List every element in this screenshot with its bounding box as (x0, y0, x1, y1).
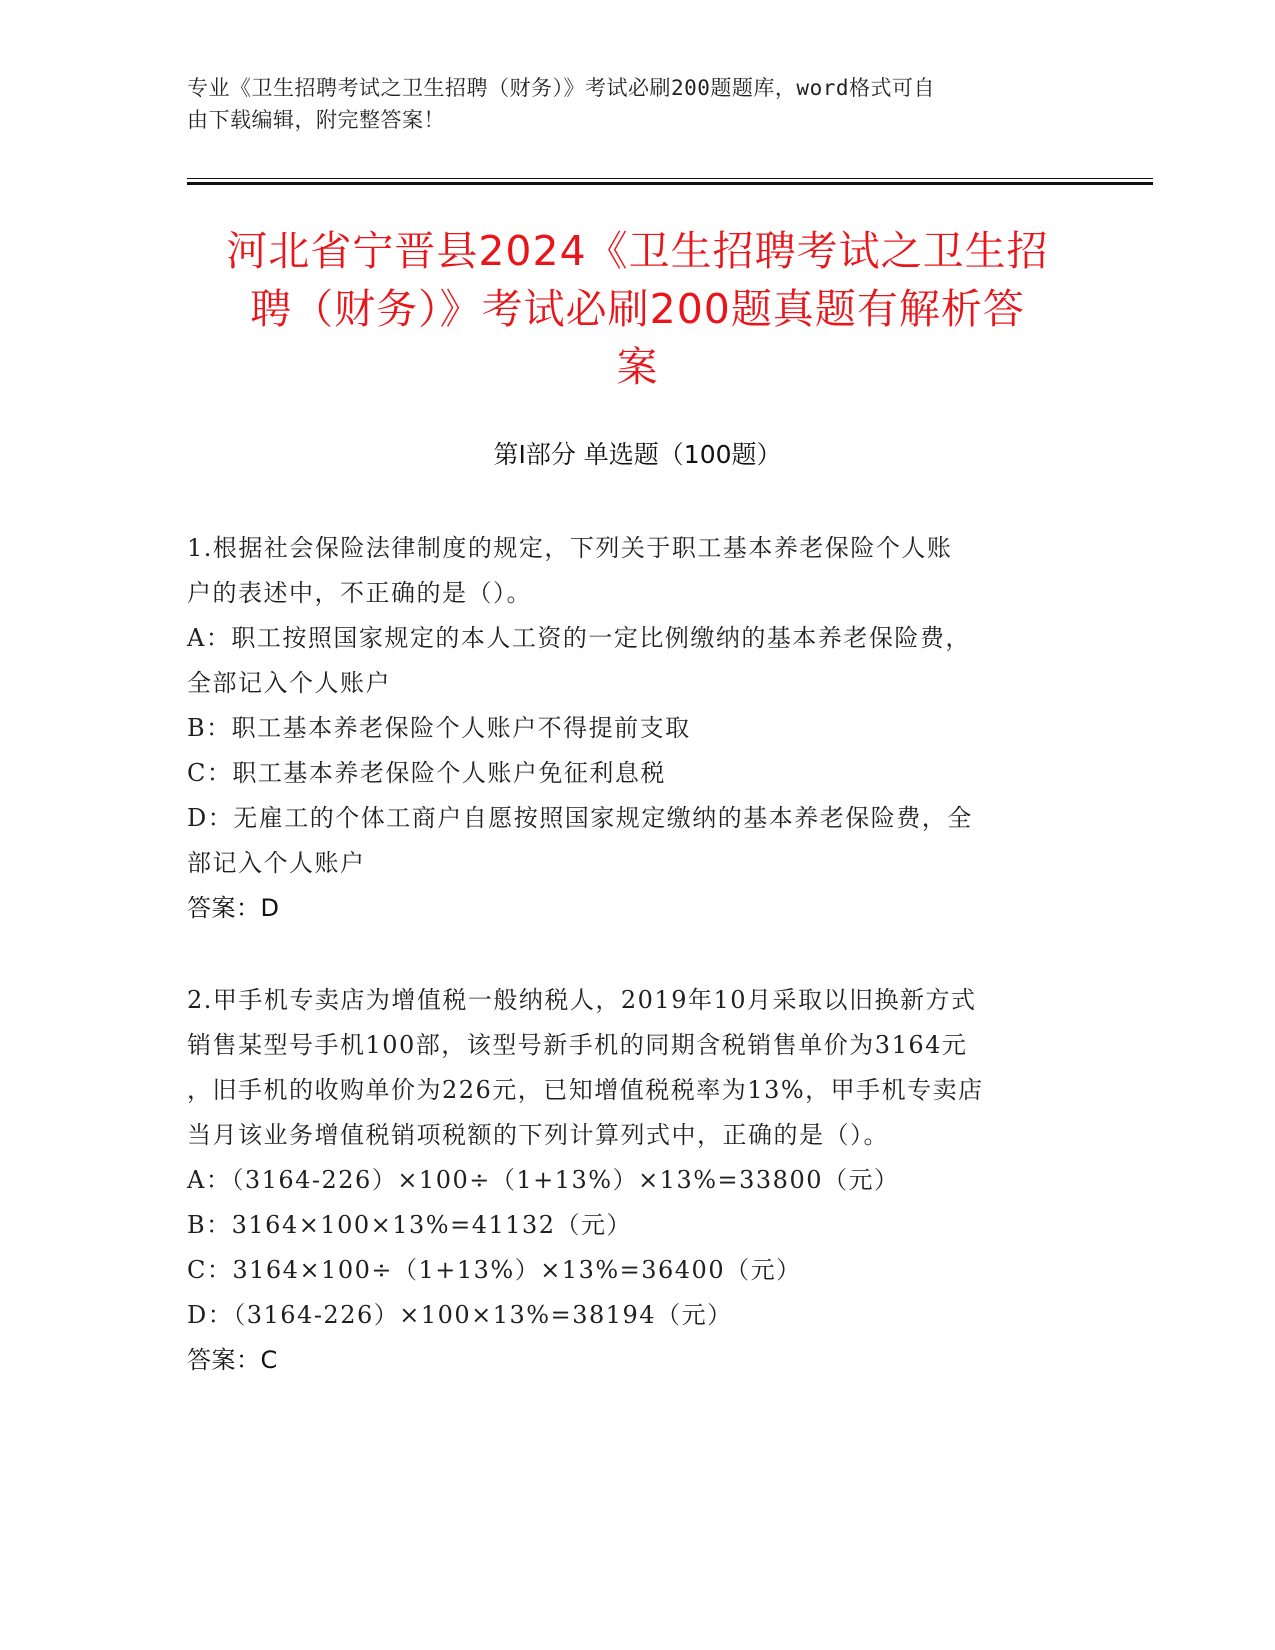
option-a: A：职工按照国家规定的本人工资的一定比例缴纳的基本养老保险费， (187, 624, 971, 652)
option-a: A：（3164-226）×100÷（1+13%）×13%=33800（元） (187, 1166, 900, 1194)
section-heading: 第Ⅰ部分 单选题（100题） (493, 440, 782, 469)
option-d: 部记入个人账户 (187, 849, 366, 877)
header-note-line: 专业《卫生招聘考试之卫生招聘（财务）》考试必刷200题题库，word格式可自 (187, 76, 935, 100)
option-d: D：（3164-226）×100×13%=38194（元） (187, 1301, 733, 1329)
answer: 答案：D (187, 894, 280, 922)
header-divider-thin (187, 178, 1153, 179)
option-c: C：职工基本养老保险个人账户免征利息税 (187, 759, 666, 787)
question-stem: 当月该业务增值税销项税额的下列计算列式中，正确的是（）。 (187, 1121, 889, 1149)
question-stem: ，旧手机的收购单价为226元，已知增值税税率为13%，甲手机专卖店 (187, 1076, 984, 1104)
question-stem: 销售某型号手机100部，该型号新手机的同期含税销售单价为3164元 (187, 1031, 968, 1059)
title-line: 河北省宁晋县2024《卫生招聘考试之卫生招 (226, 227, 1049, 275)
option-b: B：职工基本养老保险个人账户不得提前支取 (187, 714, 691, 742)
title-line: 案 (616, 343, 659, 391)
document-title (180, 222, 1095, 396)
question-stem: 1.根据社会保险法律制度的规定，下列关于职工基本养老保险个人账 (187, 534, 953, 562)
title-line: 聘（财务）》考试必刷200题真题有解析答 (250, 285, 1025, 333)
question-stem: 户的表述中，不正确的是（）。 (187, 579, 532, 607)
question-1 (187, 526, 1087, 931)
option-d: D：无雇工的个体工商户自愿按照国家规定缴纳的基本养老保险费，全 (187, 804, 973, 832)
header-note (187, 72, 1092, 136)
header-note-line: 由下载编辑，附完整答案！ (187, 108, 445, 132)
option-c: C：3164×100÷（1+13%）×13%=36400（元） (187, 1256, 802, 1284)
question-2 (187, 978, 1087, 1383)
option-a: 全部记入个人账户 (187, 669, 391, 697)
answer: 答案：C (187, 1346, 278, 1374)
question-stem: 2.甲手机专卖店为增值税一般纳税人，2019年10月采取以旧换新方式 (187, 986, 977, 1014)
header-divider-thick (187, 182, 1153, 185)
option-b: B：3164×100×13%=41132（元） (187, 1211, 633, 1239)
